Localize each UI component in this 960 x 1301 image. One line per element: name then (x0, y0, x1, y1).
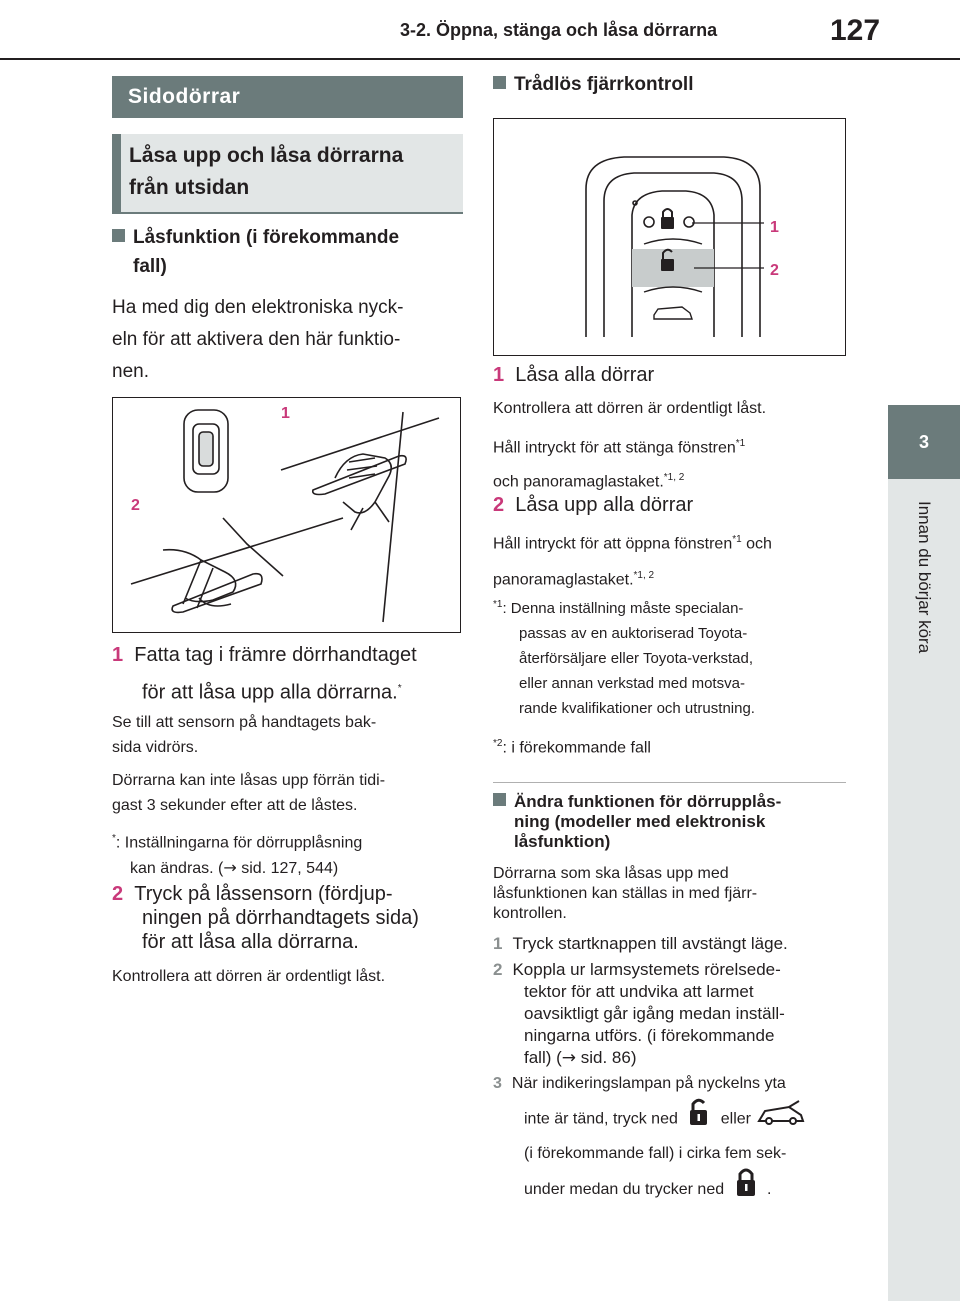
chapter-header: 3-2. Öppna, stänga och låsa dörrarna (400, 20, 718, 40)
chapter-tab-label: Innan du börjar köra (915, 501, 934, 654)
step-1: 1 Fatta tag i främre dörrhandtaget för att låsa upp alla dörrarna.* (112, 644, 417, 704)
step-number: 1 (112, 644, 124, 666)
callout-1: 1 (770, 219, 779, 236)
lock-icon (729, 1166, 763, 1214)
tailgate-icon (755, 1099, 807, 1140)
step-1-startknapp: 1 Tryck startknappen till avstängt läge. (493, 934, 788, 953)
remote-key-figure (493, 118, 846, 356)
bullet-heading-remote: Trådlös fjärrkontroll (493, 70, 693, 99)
bullet-square-icon (112, 229, 125, 242)
bullet-square-icon (493, 793, 506, 806)
step-2: 2 Tryck på låssensorn (fördjup- ningen på dörrhandtagets sida) för att låsa alla dörrarna. (112, 883, 419, 953)
item-1-note-2: Håll intryckt för att stänga fönstren$^{*1}$ och panoramaglastaket.$^{*1, 2}$ (493, 438, 746, 491)
item-1-note: Kontrollera att dörren är ordentligt låst. (493, 400, 767, 417)
footnote: *: Inställningarna för dörrupplåsning kan ändras. (→ sid. 127, 544) (112, 833, 363, 878)
item-unlock-all: 2 Låsa upp alla dörrar (493, 494, 694, 516)
step-2-larm: 2 Koppla ur larmsystemets rörelsede- tektor för att undvika att larmet oavsiktligt går igång medan inställ- ningarna utförs. (i förekommande fall) (→ sid. 86) (493, 960, 785, 1068)
remote-key-illustration (494, 119, 844, 354)
footnote-1: $^{*1}$: Denna inställning måste specialan- passas av en auktoriserad Toyota- återförsäljare eller Toyota-verkstad, eller annan verkstad med motsva- rande kvalifikationer och utrustning. (493, 599, 755, 717)
callout-2: 2 (770, 262, 779, 279)
item-lock-all: 1 Låsa alla dörrar (493, 364, 655, 386)
item-2-note: Håll intryckt för att öppna fönstren$^{*1}$ och panoramaglastaket.$^{*1, 2}$ (493, 534, 772, 589)
page-number: 127 (830, 14, 881, 47)
section-divider (493, 782, 846, 783)
chapter-tab-number: 3 (888, 405, 960, 479)
step-3-indikering: 3 När indikeringslampan på nyckelns yta inte är tänd, tryck ned eller (i förekommande fall) i cirka fem sek- under medan du trycker ned . (493, 1071, 853, 1214)
door-handle-figure (112, 397, 461, 633)
reference-arrow-icon: → (223, 858, 237, 878)
bullet-square-icon (493, 76, 506, 89)
step-2-note: Kontrollera att dörren är ordentligt låst. (112, 968, 386, 985)
callout-1: 1 (281, 405, 290, 422)
subsection-title: Låsa upp och låsa dörrarna från utsidan (112, 134, 463, 214)
section-title: Sidodörrar (112, 76, 463, 118)
door-handle-illustration (113, 398, 459, 631)
header-rule (0, 58, 960, 60)
bullet-heading-change-unlock: Ändra funktionen för dörrupplås- ning (modeller med elektronisk låsfunktion) (493, 792, 853, 852)
callout-2: 2 (131, 497, 140, 514)
bullet-heading-lock-function: Låsfunktion (i förekommande fall) (112, 223, 399, 281)
reference-arrow-icon: → (561, 1048, 577, 1068)
step-1-note-2: Dörrarna kan inte låsas upp förrän tidi- gast 3 sekunder efter att de låstes. (112, 772, 386, 814)
intro-paragraph: Ha med dig den elektroniska nyck- eln för att aktivera den här funktio- nen. (112, 297, 404, 382)
unlock-icon (682, 1097, 716, 1142)
footnote-2: $^{*2}$: i förekommande fall (493, 738, 651, 757)
change-unlock-paragraph: Dörrarna som ska låsas upp med låsfunktionen kan ställas in med fjärr- kontrollen. (493, 865, 758, 922)
step-1-note: Se till att sensorn på handtagets bak- sida vidrörs. (112, 714, 377, 756)
